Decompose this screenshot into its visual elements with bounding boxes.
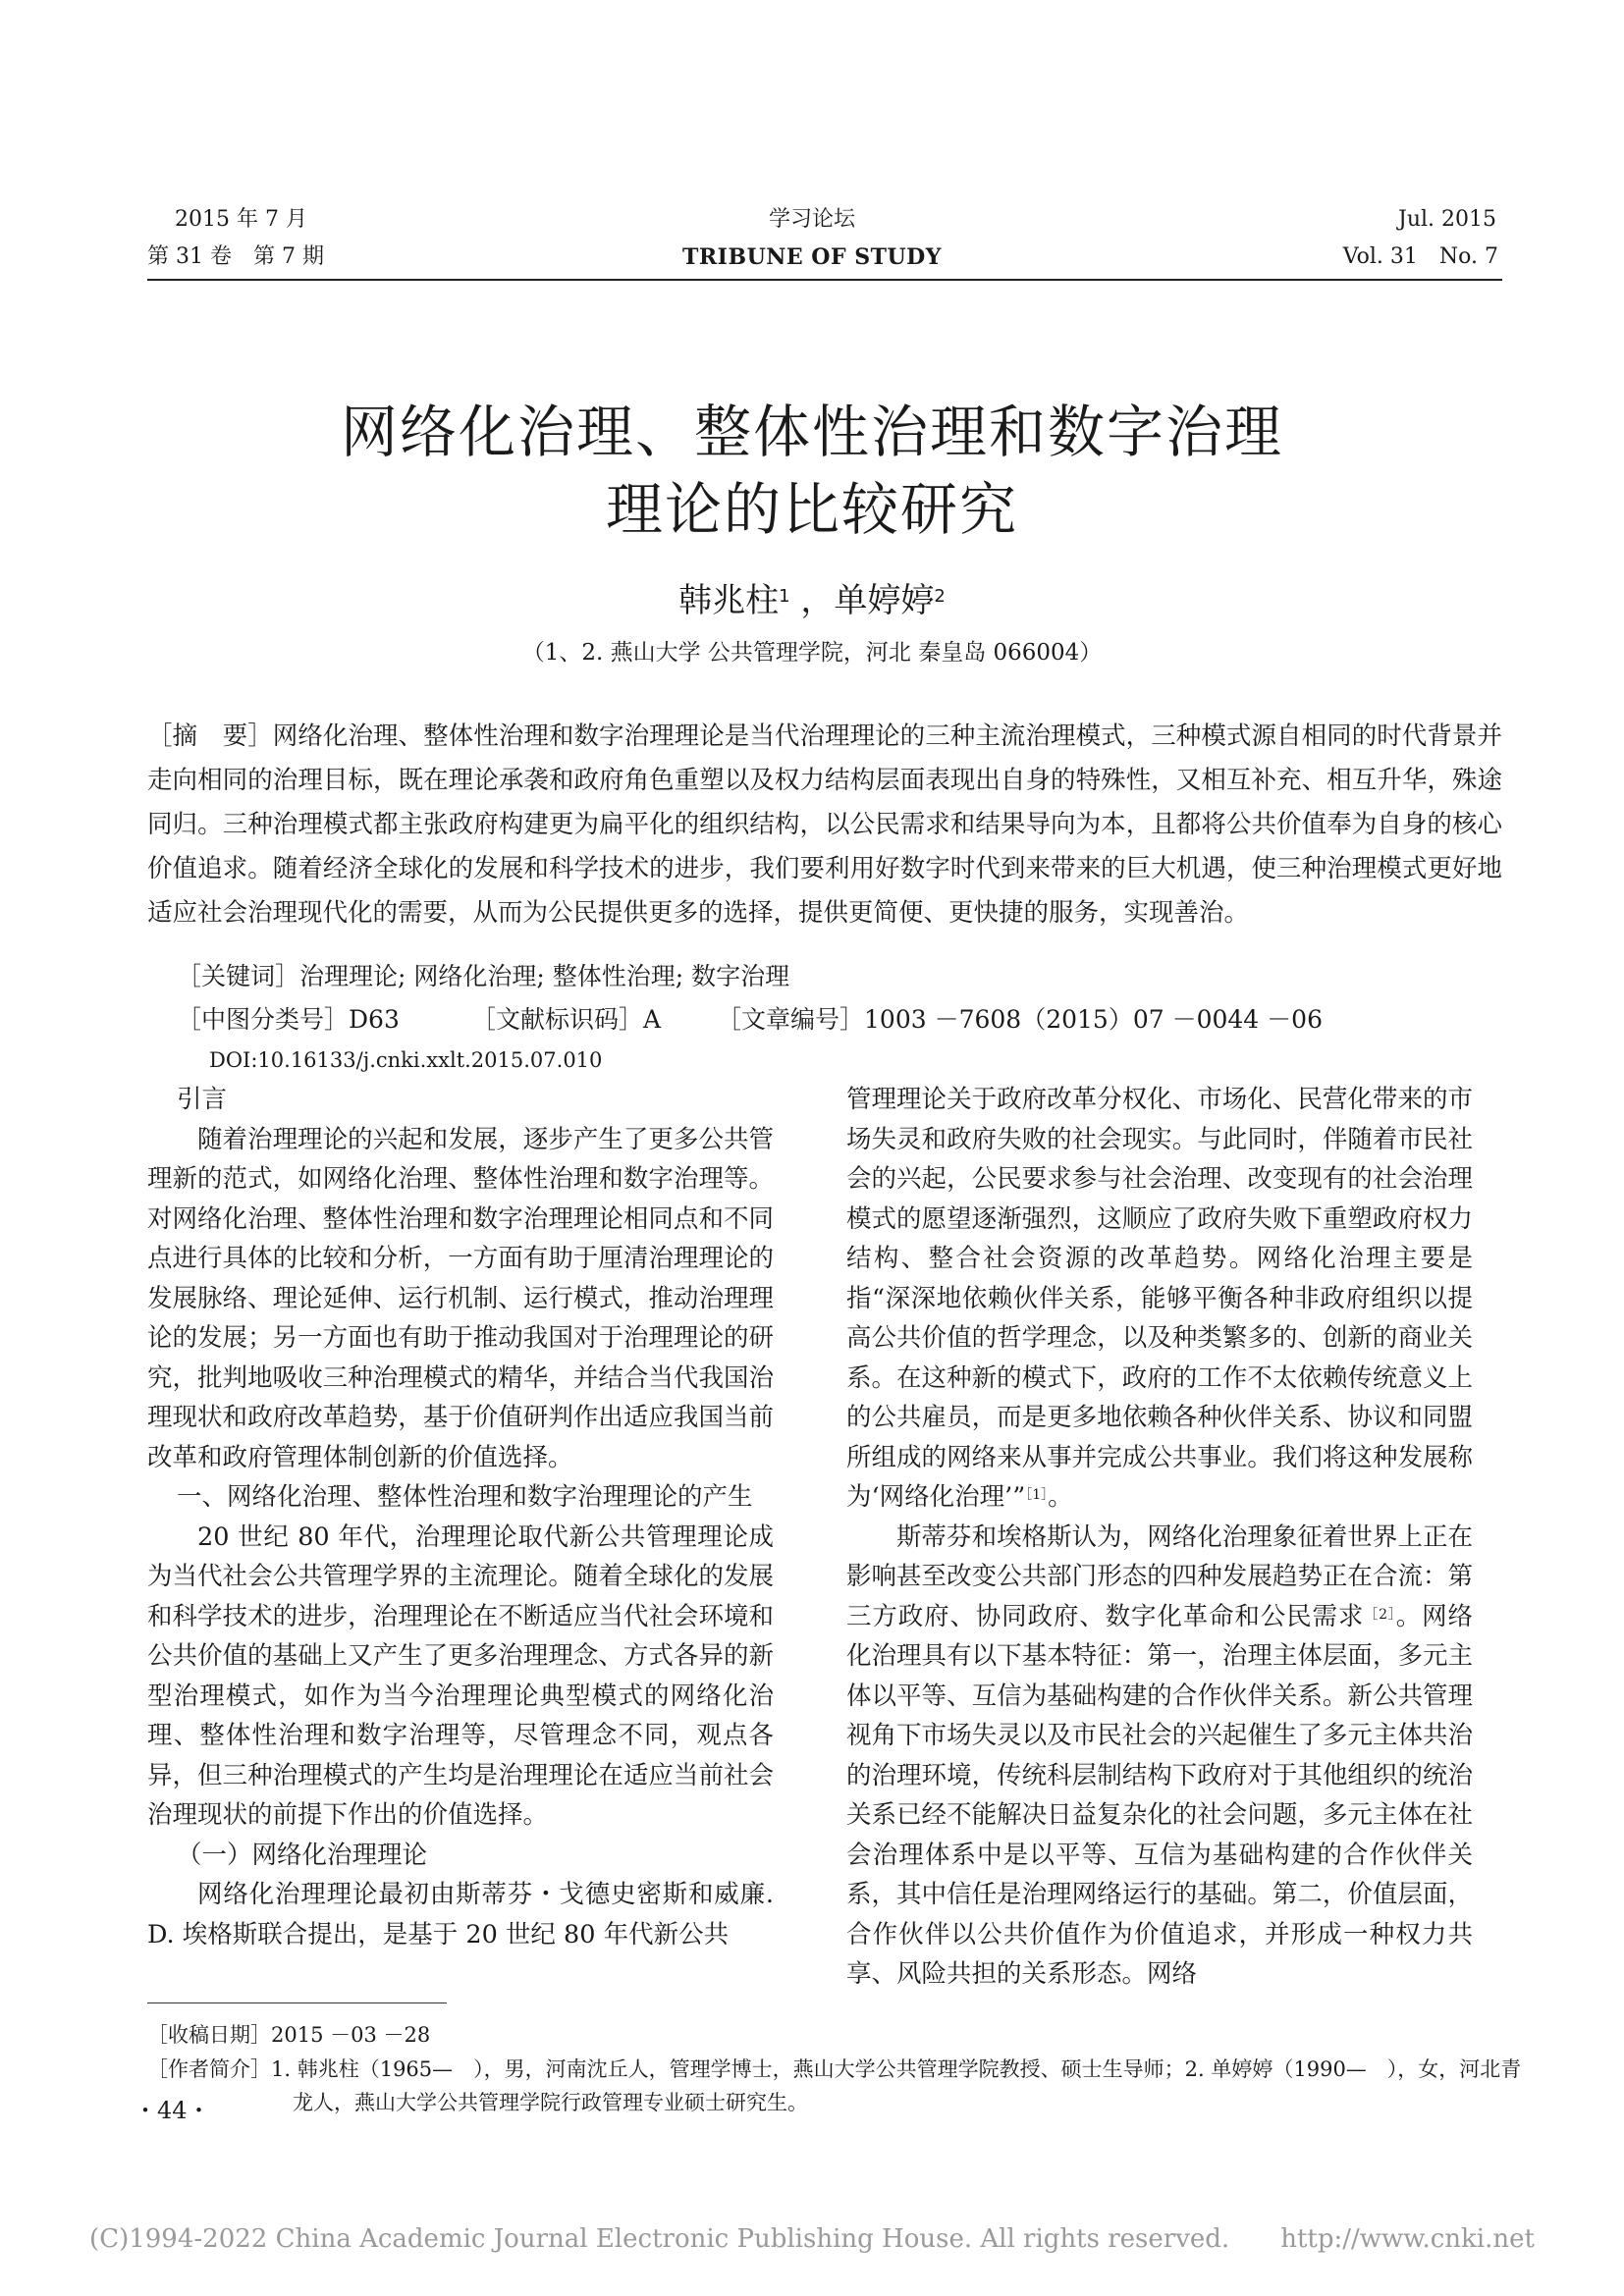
doccode-tag: ［文献标识码］ (471, 1005, 644, 1034)
articleno-line (717, 1003, 1323, 1037)
section-heading: 一、网络化治理、整体性治理和数字治理理论的产生 (177, 1482, 753, 1512)
doccode: A (643, 1005, 662, 1034)
author-separator: ， (789, 581, 835, 620)
abstract-text: 网络化治理、整体性治理和数字治理理论是当代治理理论的三种主流治理模式，三种模式源自相同的时代背景并走向相同的治理目标，既在理论承袭和政府角色重塑以及权力结构层面表现出自身的特殊性，又相互补充、相互升华，殊途同归。三种治理模式都主张政府构建更为扁平化的组织结构，以公民需求和结果导向为本，且都将公共价值奉为自身的核心价值追求。随着经济全球化的发展和科学技术的进步，我们要利用好数字时代到来带来的巨大机遇，使三种治理模式更好地适应社会治理现代化的需要，从而为公民提供更多的选择，提供更简便、更快捷的服务，实现善治。 (147, 721, 1502, 928)
paragraph: 网络化治理理论最初由斯蒂芬・戈德史密斯和威廉. D. 埃格斯联合提出，是基于 20 世纪 80 年代新公共 (147, 1880, 774, 1949)
abstract (147, 715, 1502, 935)
copyright-line: (C)1994-2022 China Academic Journal Electronic Publishing House. All rights reserved. http://www.cnki.net (89, 2224, 1535, 2254)
authors (0, 579, 1624, 622)
keywords-line (177, 960, 789, 993)
citation-ref[interactable]: ［1］ (1025, 1487, 1049, 1503)
paragraph-text: 。网络化治理具有以下基本特征：第一，治理主体层面，多元主体以平等、互信为基础构建的合作伙伴关系。新公共管理视角下市场失灵以及市民社会的兴起催生了多元主体共治的治理环境，传统科层制结构下政府对于其他组织的统治关系已经不能解决日益复杂化的社会问题，多元主体在社会治理体系中是以平等、互信为基础构建的合作伙伴关系，其中信任是治理网络运行的基础。第二，价值层面，合作伙伴以公共价值作为价值追求，并形成一种权力共享、风险共担的关系形态。网络 (846, 1601, 1473, 1989)
paragraph-text: 斯蒂芬和埃格斯认为，网络化治理象征着世界上正在影响甚至改变公共部门形态的四种发展趋势正在合流：第三方政府、协同政府、数字化革命和公民需求 (846, 1522, 1473, 1631)
clc-line (177, 1003, 400, 1037)
author-2-affil-mark: 2 (934, 586, 946, 607)
body-column-right (846, 1080, 1473, 1995)
subsection-heading: （一）网络化治理理论 (177, 1840, 428, 1870)
footnote-rule (147, 2002, 447, 2003)
received-tag: ［收稿日期］ (147, 2023, 271, 2047)
paragraph (846, 1080, 1473, 1518)
abstract-tag: ［摘 要］ (147, 721, 273, 751)
article-title-line1: 网络化治理、整体性治理和数字治理 (340, 399, 1283, 465)
clc-code: D63 (349, 1005, 400, 1034)
paragraph (846, 1518, 1473, 1995)
author-1: 韩兆柱 (678, 581, 780, 620)
paragraph-text: 管理理论关于政府改革分权化、市场化、民营化带来的市场失灵和政府失败的社会现实。与此同时，伴随着市民社会的兴起，公民要求参与社会治理、改变现有的社会治理模式的愿望逐渐强烈，这顺应了政府失败下重塑政府权力结构、整合社会资源的改革趋势。网络化治理主要是指“深深地依赖伙伴关系，能够平衡各种非政府组织以提高公共价值的哲学理念，以及种类繁多的、创新的商业关系。在这种新的模式下，政府的工作不太依赖传统意义上的公共雇员，而是更多地依赖各种伙伴关系、协议和同盟所组成的网络来从事并完成公共事业。我们将这种发展称为‘网络化治理’” (846, 1085, 1473, 1512)
doccode-line (471, 1003, 661, 1037)
paragraph: 随着治理理论的兴起和发展，逐步产生了更多公共管理新的范式，如网络化治理、整体性治理和数字治理等。对网络化治理、整体性治理和数字治理理论相同点和不同点进行具体的比较和分析，一方面有助于厘清治理理论的发展脉络、理论延伸、运行机制、运行模式，推动治理理论的发展；另一方面也有助于推动我国对于治理理论的研究，批判地吸收三种治理模式的精华，并结合当代我国治理现状和政府改革趋势，基于价值研判作出适应我国当前改革和政府管理体制创新的价值选择。 (147, 1124, 774, 1472)
author-bio-tag: ［作者简介］ (147, 2057, 271, 2081)
header-date-en: Jul. 2015 (1398, 207, 1496, 232)
header-date: 2015 年 7 月 (175, 207, 307, 232)
affiliation: （1、2. 燕山大学 公共管理学院，河北 秦皇岛 066004） (521, 640, 1103, 666)
received-value: 2015 －03 －28 (271, 2023, 431, 2047)
author-2: 单婷婷 (834, 581, 935, 620)
header-volume-en: Vol. 31 No. 7 (1342, 244, 1498, 269)
article-number: 1003 －7608（2015）07 －0044 －06 (864, 1005, 1323, 1034)
paragraph-text: 。 (1048, 1482, 1073, 1512)
keywords: 治理理论; 网络化治理; 整体性治理; 数字治理 (299, 962, 790, 990)
paragraph: 20 世纪 80 年代，治理理论取代新公共管理理论成为当代社会公共管理学界的主流理论。随着全球化的发展和科学技术的进步，治理理论在不断适应当代社会环境和公共价值的基础上又产生了更多治理理念、方式各异的新型治理模式，如作为当今治理理论典型模式的网络化治理、整体性治理和数字治理等，尽管理念不同，观点各异，但三种治理模式的产生均是治理理论在适应当前社会治理现状的前提下作出的价值选择。 (147, 1522, 774, 1830)
received-date (147, 2018, 430, 2052)
body-column-left (147, 1080, 774, 1954)
author-bio-line2: 龙人，燕山大学公共管理学院行政管理专业硕士研究生。 (293, 2091, 808, 2114)
journal-name-en: TRIBUNE OF STUDY (682, 244, 942, 270)
author-bio (147, 2053, 1522, 2086)
articleno-tag: ［文章编号］ (717, 1005, 865, 1034)
author-bio-line1: 1. 韩兆柱（1965— ），男，河南沈丘人，管理学博士，燕山大学公共管理学院教授、硕士生导师；2. 单婷婷（1990— ），女，河北青 (271, 2057, 1522, 2081)
citation-ref[interactable]: ［2］ (1364, 1606, 1396, 1623)
journal-name-cn: 学习论坛 (768, 207, 855, 232)
author-1-affil-mark: 1 (779, 586, 790, 607)
clc-tag: ［中图分类号］ (177, 1005, 350, 1034)
header-volume: 第 31 卷 第 7 期 (147, 244, 324, 269)
header-rule (147, 279, 1502, 281)
keywords-tag: ［关键词］ (177, 962, 300, 990)
page-number: ・44・ (134, 2097, 211, 2124)
article-title-line2: 理论的比较研究 (605, 476, 1018, 543)
doi: DOI:10.16133/j.cnki.xxlt.2015.07.010 (209, 1048, 603, 1072)
intro-heading: 引言 (177, 1085, 228, 1114)
